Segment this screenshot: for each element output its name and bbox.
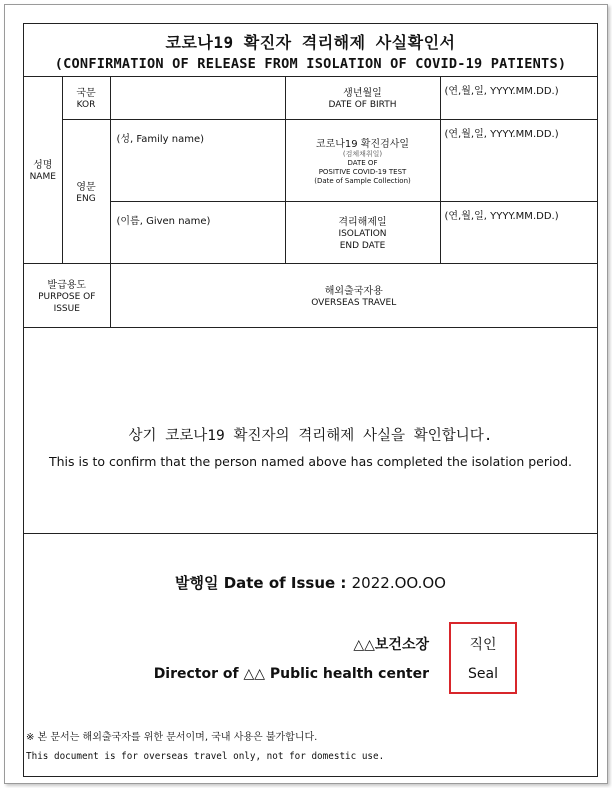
family-name-field[interactable]: (성, Family name) <box>110 119 285 201</box>
seal-korean: 직인 <box>469 637 497 653</box>
issue-date-value: 2022.OO.OO <box>351 574 446 592</box>
test-label-ko: 코로나19 확진검사일 <box>315 138 410 150</box>
purpose-label-ko: 발급용도 <box>47 279 87 291</box>
name-label-en: NAME <box>29 172 56 183</box>
english-header-cell <box>62 119 110 263</box>
document-frame <box>4 4 608 784</box>
dob-header-cell <box>285 77 440 119</box>
english-label-en: ENG <box>76 193 96 204</box>
release-label-ko: 격리해제일 <box>338 216 387 228</box>
confirmation-statement <box>24 369 597 534</box>
korean-header-cell <box>62 77 110 119</box>
purpose-value-cell <box>110 263 597 327</box>
title-korean: 코로나19 확진자 격리해제 사실확인서 <box>165 33 456 52</box>
issue-date-label: 발행일 Date of Issue : <box>175 574 347 592</box>
seal-english: Seal <box>468 666 498 682</box>
purpose-value-en: OVERSEAS TRAVEL <box>311 297 397 308</box>
dob-field[interactable]: (연,월,일, YYYY.MM.DD.) <box>440 77 597 119</box>
english-label-ko: 영문 <box>76 181 96 193</box>
korean-label-ko: 국문 <box>76 88 96 100</box>
statement-korean: 상기 코로나19 확진자의 격리해제 사실을 확인합니다. <box>128 428 493 444</box>
director-korean: △△보건소장 <box>353 637 429 653</box>
note-korean: ※ 본 문서는 해외출국자를 위한 문서이며, 국내 사용은 불가합니다. <box>26 732 318 743</box>
release-label-en2: END DATE <box>339 240 386 251</box>
seal-box <box>449 622 517 694</box>
test-label-ko-sub: (검체채취일) <box>342 149 383 158</box>
statement-english: This is to confirm that the person named above has completed the isolation period. <box>48 454 573 469</box>
info-table <box>24 77 597 328</box>
given-name-field[interactable]: (이름, Given name) <box>110 201 285 263</box>
release-date-field[interactable]: (연,월,일, YYYY.MM.DD.) <box>440 201 597 263</box>
purpose-label-en2: ISSUE <box>53 303 80 314</box>
note-english: This document is for overseas travel only, not for domestic use. <box>26 751 385 762</box>
name-label-ko: 성명 <box>33 160 53 172</box>
document-title <box>24 24 597 77</box>
title-english: (CONFIRMATION OF RELEASE FROM ISOLATION OF COVID-19 PATIENTS) <box>54 56 567 72</box>
release-date-header-cell <box>285 201 440 263</box>
name-header-cell <box>24 77 62 263</box>
issue-date-line <box>24 572 597 593</box>
dob-label-en: DATE OF BIRTH <box>328 100 397 111</box>
korean-name-field[interactable] <box>110 77 285 119</box>
test-label-en2: POSITIVE COVID-19 TEST <box>318 167 407 176</box>
purpose-header-cell <box>24 263 110 327</box>
certificate <box>23 23 598 777</box>
test-label-en1: DATE OF <box>347 158 378 167</box>
dob-label-ko: 생년월일 <box>343 88 382 100</box>
test-date-header-cell <box>285 119 440 201</box>
purpose-label-en1: PURPOSE OF <box>38 291 96 302</box>
test-date-field[interactable]: (연,월,일, YYYY.MM.DD.) <box>440 119 597 201</box>
director-english: Director of △△ Public health center <box>153 666 429 682</box>
release-label-en1: ISOLATION <box>338 228 387 239</box>
test-label-en3: (Date of Sample Collection) <box>314 176 411 185</box>
purpose-value-ko: 해외출국자용 <box>324 285 383 297</box>
footer-notes <box>26 728 384 766</box>
korean-label-en: KOR <box>76 100 96 111</box>
director-block <box>154 631 429 689</box>
